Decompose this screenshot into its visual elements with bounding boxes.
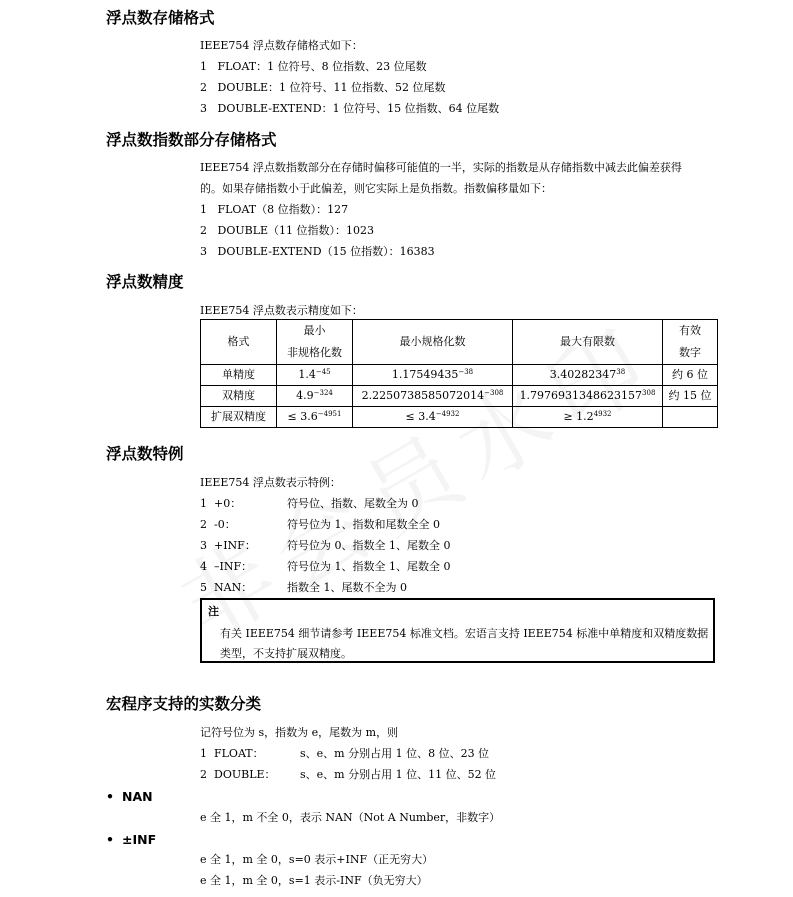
item-text: s、e、m 分别占用 1 位、11 位、52 位 [300, 768, 497, 781]
cell-digits: 约 15 位 [663, 386, 718, 407]
item-text: DOUBLE-EXTEND：1 位符号、15 位指数、64 位尾数 [217, 102, 500, 115]
item-number: 3 [200, 539, 207, 552]
item-number: 1 [200, 203, 207, 216]
item-number: 1 [200, 497, 207, 510]
list-item [200, 80, 446, 96]
value-base: ≤ 3.6 [287, 410, 318, 423]
item-number: 3 [200, 102, 207, 115]
item-label: +INF： [214, 539, 256, 552]
precision-table [200, 319, 718, 428]
header-digits-line2: 数字 [679, 346, 701, 359]
table-row [201, 407, 718, 428]
cell-max-finite [513, 365, 663, 386]
cell-denormal [277, 365, 353, 386]
item-text: FLOAT（8 位指数）：127 [217, 203, 349, 216]
cell-min-normal [353, 365, 513, 386]
precision-intro: IEEE754 浮点数表示精度如下： [200, 304, 363, 317]
cell-digits [663, 407, 718, 428]
value-base: 2.2250738585072014 [361, 389, 485, 402]
nan-heading [106, 788, 153, 806]
classification-intro: 记符号位为 s，指数为 e，尾数为 m，则 [200, 726, 399, 739]
note-box [200, 598, 715, 663]
value-base: ≥ 1.2 [563, 410, 594, 423]
nan-description: e 全 1，m 不全 0，表示 NAN（Not A Number，非数字） [200, 811, 501, 824]
item-text: 符号位、指数、尾数全为 0 [287, 497, 419, 510]
item-text: DOUBLE：1 位符号、11 位指数、52 位尾数 [217, 81, 446, 94]
cell-min-normal [353, 407, 513, 428]
header-min-normal: 最小规格化数 [353, 320, 513, 365]
list-item [200, 538, 451, 554]
item-text: FLOAT：1 位符号、8 位指数、23 位尾数 [217, 60, 427, 73]
cell-format: 单精度 [201, 365, 277, 386]
cell-denormal [277, 386, 353, 407]
item-number: 3 [200, 245, 207, 258]
inf-heading-text: ±INF [122, 832, 157, 847]
inf-positive: e 全 1，m 全 0，s=0 表示+INF（正无穷大） [200, 853, 434, 866]
list-item [200, 202, 348, 218]
item-number: 1 [200, 747, 207, 760]
list-item [200, 767, 496, 783]
header-digits [663, 320, 718, 365]
value-exponent: 308 [642, 389, 656, 397]
exponent-paragraph-line-1: IEEE754 浮点数指数部分在存储时偏移可能值的一半，实际的指数是从存储指数中减去此偏差获得 [200, 161, 682, 174]
value-exponent: −38 [458, 368, 474, 376]
cell-format: 扩展双精度 [201, 407, 277, 428]
heading-exponent-format: 浮点数指数部分存储格式 [106, 131, 277, 149]
header-denormal [277, 320, 353, 365]
value-base: ≤ 3.4 [405, 410, 436, 423]
item-label: NAN： [214, 581, 253, 594]
inf-negative: e 全 1，m 全 0，s=1 表示-INF（负无穷大） [200, 874, 428, 887]
value-exponent: −4951 [317, 410, 342, 418]
table-row [201, 365, 718, 386]
list-item [200, 59, 427, 75]
cell-digits: 约 6 位 [663, 365, 718, 386]
note-title: 注 [208, 605, 219, 618]
value-exponent: −4932 [435, 410, 460, 418]
item-text: 符号位为 1、指数和尾数全全 0 [287, 518, 440, 531]
item-label: FLOAT： [214, 747, 264, 760]
item-number: 2 [200, 518, 207, 531]
item-number: 1 [200, 60, 207, 73]
value-exponent: −308 [484, 389, 504, 397]
inf-heading [106, 831, 156, 849]
header-format: 格式 [201, 320, 277, 365]
item-number: 4 [200, 560, 207, 573]
value-base: 1.7976931348623157 [519, 389, 643, 402]
table-header-row [201, 320, 718, 365]
item-text: DOUBLE-EXTEND（15 位指数）：16383 [217, 245, 435, 258]
item-label: –INF： [214, 560, 253, 573]
list-item [200, 580, 407, 596]
list-item [200, 517, 440, 533]
item-text: 指数全 1、尾数不全为 0 [287, 581, 407, 594]
special-intro: IEEE754 浮点数表示特例： [200, 476, 341, 489]
value-base: 4.9 [296, 389, 314, 402]
cell-max-finite [513, 407, 663, 428]
heading-precision: 浮点数精度 [106, 273, 184, 291]
item-label: DOUBLE： [214, 768, 276, 781]
value-exponent: 38 [616, 368, 626, 376]
value-base: 1.4 [298, 368, 316, 381]
value-base: 3.40282347 [549, 368, 617, 381]
list-item [200, 746, 489, 762]
table-row [201, 386, 718, 407]
header-denormal-line1: 最小 [303, 324, 326, 337]
cell-max-finite [513, 386, 663, 407]
note-body: 有关 IEEE754 细节请参考 IEEE754 标准文档。宏语言支持 IEEE754 标准中单精度和双精度数据类型，不支持扩展双精度。 [220, 627, 709, 660]
cell-min-normal [353, 386, 513, 407]
heading-storage-format: 浮点数存储格式 [106, 9, 215, 27]
storage-intro: IEEE754 浮点数存储格式如下： [200, 39, 363, 52]
cell-format: 双精度 [201, 386, 277, 407]
item-label: -0： [214, 518, 236, 531]
value-exponent: −324 [313, 389, 333, 397]
item-number: 2 [200, 224, 207, 237]
value-base: 1.17549435 [391, 368, 459, 381]
value-exponent: −45 [315, 368, 331, 376]
header-denormal-line2: 非规格化数 [287, 346, 342, 359]
header-digits-line1: 有效 [679, 324, 701, 337]
bullet-icon: • [106, 832, 114, 847]
item-text: 符号位为 0、指数全 1、尾数全 0 [287, 539, 451, 552]
item-number: 2 [200, 81, 207, 94]
bullet-icon: • [106, 789, 114, 804]
heading-special-cases: 浮点数特例 [106, 445, 184, 463]
list-item [200, 496, 419, 512]
list-item [200, 101, 499, 117]
nan-heading-text: NAN [122, 789, 153, 804]
item-text: 符号位为 1、指数全 1、尾数全 0 [287, 560, 451, 573]
heading-real-classification: 宏程序支持的实数分类 [106, 695, 262, 713]
cell-denormal [277, 407, 353, 428]
list-item [200, 244, 435, 260]
value-exponent: 4932 [593, 410, 612, 418]
item-text: DOUBLE（11 位指数）：1023 [217, 224, 375, 237]
header-max-finite: 最大有限数 [513, 320, 663, 365]
exponent-paragraph-line-2: 的。如果存储指数小于此偏差，则它实际上是负指数。指数偏移量如下： [200, 182, 552, 195]
list-item [200, 559, 451, 575]
list-item [200, 223, 374, 239]
item-text: s、e、m 分别占用 1 位、8 位、23 位 [300, 747, 490, 760]
item-label: +0： [214, 497, 242, 510]
item-number: 2 [200, 768, 207, 781]
item-number: 5 [200, 581, 207, 594]
